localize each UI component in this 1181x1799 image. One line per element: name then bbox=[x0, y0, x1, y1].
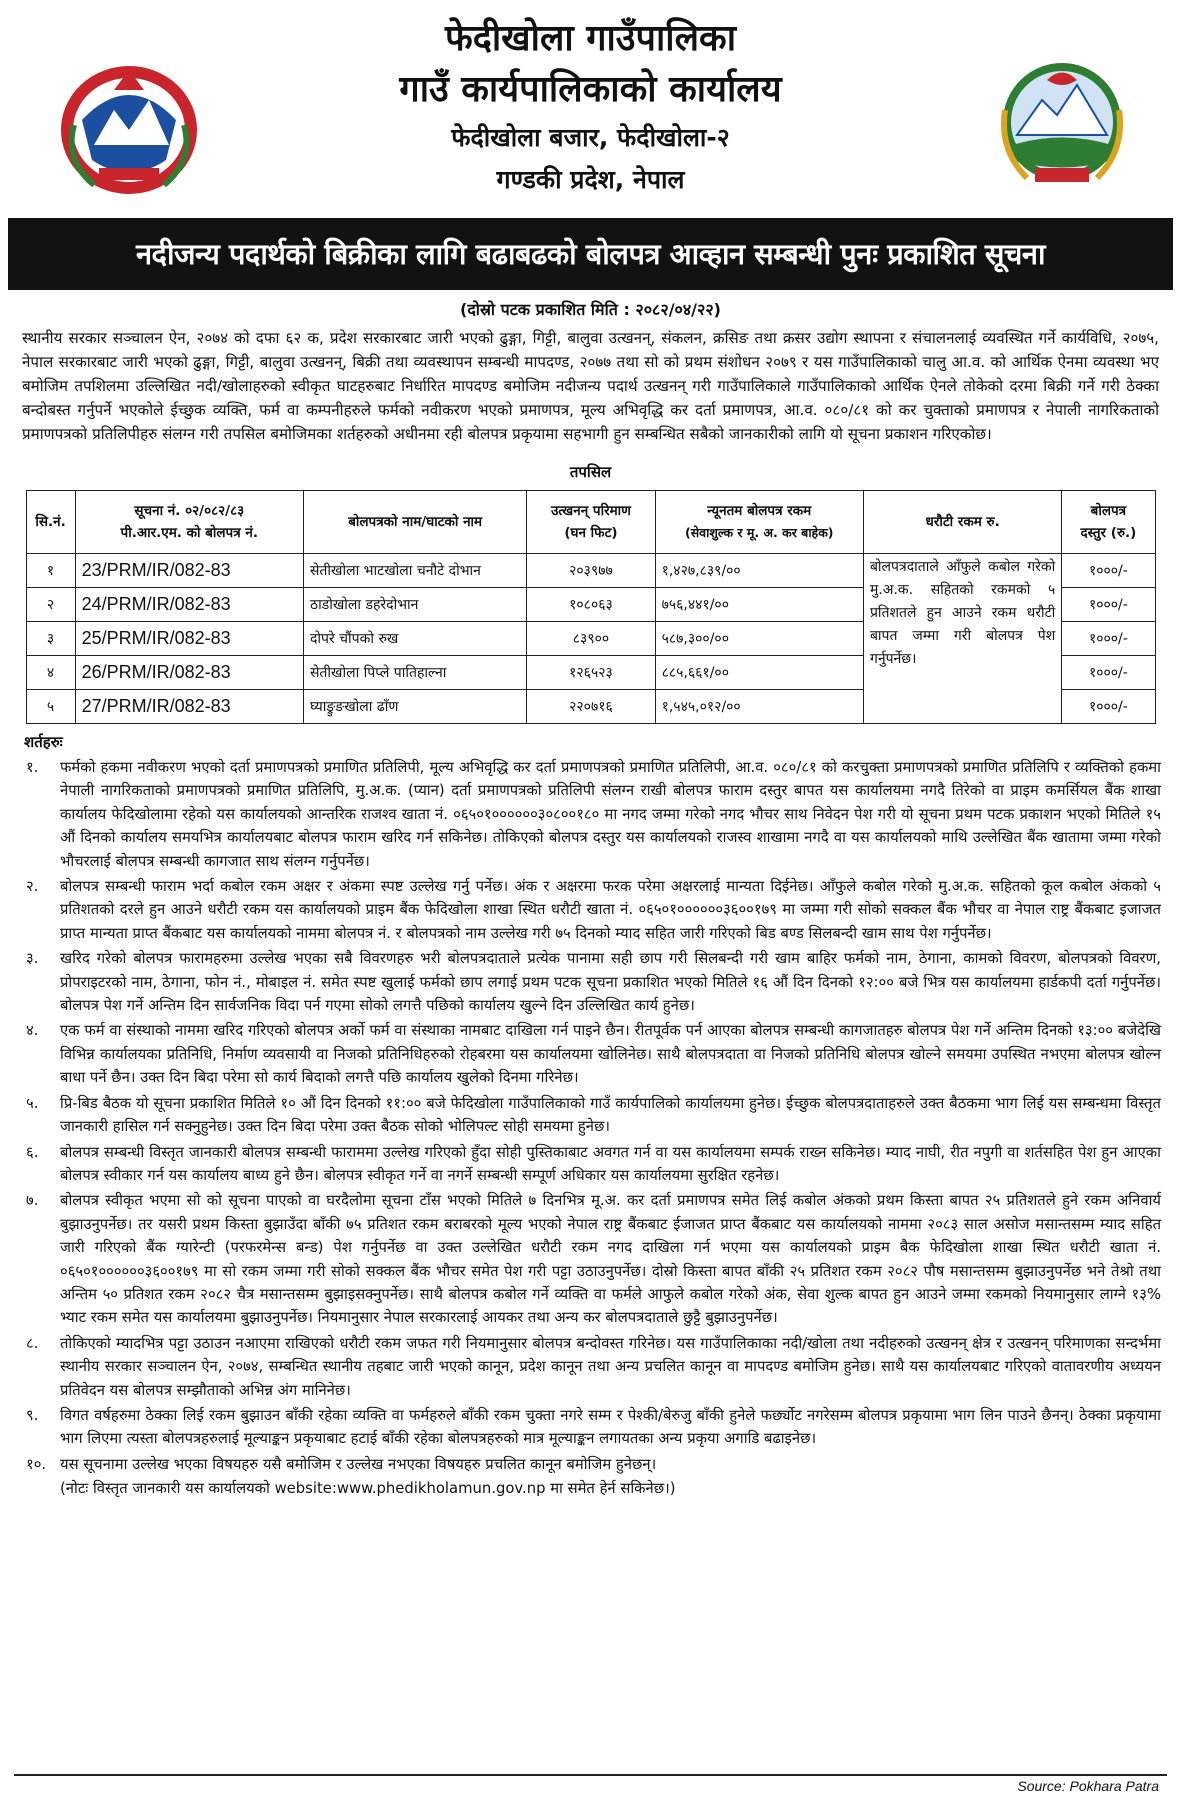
condition-text: यस सूचनामा उल्लेख भएका विषयहरु यसै बमोजिम र उल्लेख नभएका विषयहरु प्रचलित कानून बमोजिम हुनेछन्। bbox=[60, 1455, 657, 1473]
col-fee-line1: बोलपत्र bbox=[1090, 503, 1127, 519]
cell-name: सेतीखोला भाटखोला चनौटे दोभान bbox=[303, 554, 526, 588]
office-heading bbox=[244, 14, 937, 200]
cell-name: सेतीखोला पिप्ले पातिहाल्ना bbox=[303, 656, 526, 690]
col-qty-line1: उत्खनन् परिमाण bbox=[551, 503, 631, 519]
col-ref-line1: सूचना नं. ०२/०८२/८३ bbox=[134, 503, 245, 519]
condition-item bbox=[14, 1404, 1167, 1451]
cell-min: १,५४५,०१२/०० bbox=[655, 690, 863, 724]
nepal-emblem-icon bbox=[54, 50, 204, 200]
condition-number: ६. bbox=[26, 1143, 39, 1161]
condition-item bbox=[14, 1019, 1167, 1089]
condition-number: १. bbox=[26, 759, 39, 776]
notice-title: नदीजन्य पदार्थको बिक्रीका लागि बढाबढको बोलपत्र आव्हान सम्बन्धी पुनः प्रकाशित सूचना bbox=[8, 218, 1173, 290]
condition-text: फर्मको हकमा नवीकरण भएको दर्ता प्रमाणपत्रको प्रमाणित प्रतिलिपी, मूल्य अभिवृद्धि कर दर्ता प्रमाणपत्रको प्रमाणित प्रतिलिपी, आ.व. ०८०/८१ को करचुक्ता प्रमाणपत्रको प्रमाणित प्रतिलिपि र व्यक्तिको हकमा नेपाली नागरिकताको प्रमाणपत्रको प्रमाणित प्रतिलिपि, मु.अ.क. (प्यान) दर्ता प्रमाणपत्रको प्रतिलिपी संलग्न राखी बोलपत्र फाराम दस्तुर बापत यस कार्यालयमा नगदै तिरेको वा प्राइम कमर्सियल बैंक शाखा कार्यालय फेदिखोलामा रहेको यस कार्यालयको आन्तरिक राजश्व खाता नं. ०६५०१००००००३०८००१८० मा नगद जम्मा गरेको नगद भौचर साथ निवेदन पेश गरी यो सूचना प्रथम पटक प्रकाशन भएको मितिले १५ औं दिनको कार्यालय समयभित्र कार्यालयबाट बोलपत्र फाराम खरिद गर्न सकिनेछ। तोकिएको बोलपत्र दस्तुर यस कार्यालयको राजस्व शाखामा नगदै वा यस कार्यालयको माथि उल्लेखित बैंक खातामा जम्मा गरेको भौचरलाई बोलपत्र सम्बन्धी कागजात साथ संलग्न गर्नुपर्नेछ। bbox=[60, 759, 1161, 870]
condition-number: ९. bbox=[26, 1406, 39, 1424]
condition-text: बोलपत्र सम्बन्धी फाराम भर्दा कबोल रकम अक्षर र अंकमा स्पष्ट उल्लेख गर्नु पर्नेछ। अंक र अक्षरमा फरक परेमा अक्षरलाई मान्यता दिईनेछ। आँफुले कबोल गरेको मु.अ.क. सहितको कूल कबोल अंकको ५ प्रतिशतको दरले हुन आउने धरौटी रकम यस कार्यालयको प्राइम बैंक फेदिखोला शाखा स्थित धरौटी खाता नं. ०६५०१००००००३६००१७९ मा जम्मा गरी सोको सक्कल बैंक भौचर वा नेपाल राष्ट्र बैंकबाट इजाजत प्राप्त मान्यता प्राप्त बैंकबाट यस कार्यालयको नाममा बोलपत्र नं. र बोलपत्रको नाम उल्लेख गरी ७५ दिनको म्याद सहित जारी गरिएको बिड बण्ड सिलबन्दी खाम साथ पेश गर्नुपर्नेछ। bbox=[60, 878, 1161, 942]
col-sn: सि.नं. bbox=[26, 491, 75, 554]
cell-fee: १०००/- bbox=[1062, 588, 1155, 622]
col-fee bbox=[1062, 491, 1155, 554]
conditions-list bbox=[14, 756, 1167, 1476]
cell-ref: 27/PRM/IR/082-83 bbox=[75, 690, 303, 724]
condition-number: ३. bbox=[26, 950, 39, 968]
condition-text: बोलपत्र स्वीकृत भएमा सो को सूचना पाएको वा घरदैलोमा सूचना टाँस भएको मितिले ७ दिनभित्र मू.अ. कर दर्ता प्रमाणपत्र समेत लिई कबोल अंकको प्रथम किस्ता बापत २५ प्रतिशतले हुने रकम अनिवार्य बुझाउनुपर्नेछ। तर यसरी प्रथम किस्ता बुझाउँदा बाँकी ७५ प्रतिशत रकम बराबरको मूल्य भएको नेपाल राष्ट्र बैंकबाट ईजाजत प्राप्त बैंकबाट यस कार्यालयको नाममा २०८३ साल असोज मसान्तसम्म म्याद सहित जारी गरिएको बैंक ग्यारेन्टी (परफरमेन्स बन्ड) पेश गर्नुपर्नेछ वा उक्त उल्लेखित धरौटी रकम नगद दाखिला गर्न भएमा यस कार्यालयको प्राइम बैक फेदिखोला शाखा स्थित धरौटी खाता नं. ०६५०१००००००३६००१७९ मा सो रकम जम्मा गरी सोको सक्कल बैंक भौचर समेत पेश गरी पट्टा उठाउनुपर्नेछ। दोस्रो किस्ता बापत बाँकी २५ प्रतिशत रकम २०८२ पौष मसान्तसम्म बुझाउनुपर्नेछ भने तेश्रो तथा अन्तिम ५० प्रतिशत रकम २०८२ चैत्र मसान्तसम्म बुझाइसक्नुपर्नेछ। साथै बोलपत्र कबोल गर्ने व्यक्ति वा फर्मले आफुले कबोल गरेको अंक, सेवा शुल्क बापत हुन आउने जम्मा रकमको नियमानुसार लाग्ने १३% भ्याट रकम समेत यस कार्यालयमा बुझाउनुपर्नेछ। नियमानुसार नेपाल सरकारलाई आयकर तथा अन्य कर बोलपत्रदाताले छुट्टै बुझाउनुपर्नेछ। bbox=[60, 1192, 1161, 1327]
condition-text: तोकिएको म्यादभित्र पट्टा उठाउन नआएमा राखिएको धरौटी रकम जफत गरी नियमानुसार बोलपत्र बन्दोवस्त गरिनेछ। यस गाउँपालिकाका नदी/खोला तथा नदीहरुको उत्खनन् क्षेत्र र उत्खनन् परिमाणका सन्दर्भमा स्थानीय सरकार सञ्चालन ऐन, २०७४, सम्बन्धित स्थानीय तहबाट जारी भएको कानून, प्रदेश कानून तथा अन्य प्रचलित कानून वा मापदण्ड बमोजिम हुनेछ। साथै यस कार्यालयबाट गरिएको वातावरणीय अध्ययन प्रतिवेदन यस बोलपत्र सम्झौताको अभिन्न अंग मानिनेछ। bbox=[60, 1334, 1161, 1399]
cell-fee: १०००/- bbox=[1062, 554, 1155, 588]
condition-number: २. bbox=[26, 878, 39, 896]
cell-sn: ३ bbox=[26, 622, 75, 656]
condition-text: विगत वर्षहरुमा ठेक्का लिई रकम बुझाउन बाँकी रहेका व्यक्ति वा फर्महरुले बाँकी रकम चुक्ता नगरे सम्म र पेश्की/बेरुजु बाँकी हुनेले फर्छ्योट नगरेसम्म बोलपत्र प्रकृयामा भाग लिन पाउने छैनन्। ठेक्का प्रकृयामा भाग लिएमा त्यस्ता बोलपत्रहरुलाई मूल्याङ्कन प्रकृयाबाट हटाई बाँकी रहेका बोलपत्रहरुको मात्र मूल्याङ्कन लगायतका अन्य प्रकृया अगाडि बढाइनेछ। bbox=[60, 1406, 1161, 1448]
condition-text: प्रि-बिड बैठक यो सूचना प्रकाशित मितिले १० औं दिन दिनको ११:०० बजे फेदिखोला गाउँपालिकाको गाउँ कार्यपालिको कार्यालयमा हुनेछ। ईच्छुक बोलपत्रदाताहरुले उक्त बैठकमा भाग लिई यस सम्बन्धमा विस्तृत जानकारी हासिल गर्न सक्नुहुनेछ। उक्त दिन बिदा परेमा उक्त बैठक सोको भोलिपल्ट सोही समयमा हुनेछ। bbox=[60, 1094, 1161, 1136]
municipality-name: फेदीखोला गाउँपालिका bbox=[444, 18, 737, 59]
cell-name: दोपरे चौंपको रुख bbox=[303, 622, 526, 656]
condition-item bbox=[14, 1092, 1167, 1139]
cell-min: १,४२७,८३९/०० bbox=[655, 554, 863, 588]
website-note: (नोटः विस्तृत जानकारी यस कार्यालयको website:www.phedikholamun.gov.np मा समेत हेर्न सकिनेछ।) bbox=[60, 1480, 676, 1498]
condition-item bbox=[14, 1453, 1167, 1476]
province-country: गण्डकी प्रदेश, नेपाल bbox=[496, 165, 685, 194]
condition-number: ५. bbox=[26, 1094, 39, 1112]
col-min bbox=[655, 491, 863, 554]
cell-min: ७५६,४४१/०० bbox=[655, 588, 863, 622]
col-qty-line2: (घन फिट) bbox=[564, 525, 618, 541]
condition-item bbox=[14, 947, 1167, 1017]
cell-qty: २२०७१६ bbox=[527, 690, 655, 724]
table-header-row bbox=[26, 491, 1155, 554]
condition-number: ४. bbox=[26, 1022, 39, 1040]
cell-sn: १ bbox=[26, 554, 75, 588]
cell-qty: १०८०६३ bbox=[527, 588, 655, 622]
cell-ref: 26/PRM/IR/082-83 bbox=[75, 656, 303, 690]
cell-min: ८८५,६६१/०० bbox=[655, 656, 863, 690]
col-fee-line2: दस्तुर (रु.) bbox=[1080, 525, 1137, 541]
cell-ref: 24/PRM/IR/082-83 bbox=[75, 588, 303, 622]
col-name: बोलपत्रको नाम/घाटको नाम bbox=[303, 491, 526, 554]
cell-qty: १२६५२३ bbox=[527, 656, 655, 690]
cell-ref: 23/PRM/IR/082-83 bbox=[75, 554, 303, 588]
condition-number: १०. bbox=[26, 1455, 47, 1473]
cell-name: घ्याङ्रुङखोला ढाँण bbox=[303, 690, 526, 724]
cell-name: ठाडोखोला डहरेदोभान bbox=[303, 588, 526, 622]
col-min-line2: (सेवाशुल्क र मू. अ. कर बाहेक) bbox=[684, 525, 834, 540]
footer-divider bbox=[14, 1774, 1167, 1776]
cell-sn: ५ bbox=[26, 690, 75, 724]
office-address: फेदीखोला बजार, फेदीखोला-२ bbox=[451, 123, 730, 152]
details-table bbox=[26, 490, 1156, 724]
cell-sn: ४ bbox=[26, 656, 75, 690]
cell-min: ५८७,३००/०० bbox=[655, 622, 863, 656]
condition-item bbox=[14, 1332, 1167, 1402]
conditions-heading: शर्तहरुः bbox=[24, 733, 63, 751]
cell-fee: १०००/- bbox=[1062, 622, 1155, 656]
condition-item bbox=[14, 1189, 1167, 1329]
condition-number: ७. bbox=[26, 1192, 39, 1210]
cell-sn: २ bbox=[26, 588, 75, 622]
header bbox=[14, 0, 1167, 218]
col-ref-line2: पी.आर.एम. को बोलपत्र नं. bbox=[120, 525, 259, 541]
col-qty bbox=[527, 491, 655, 554]
cell-fee: १०००/- bbox=[1062, 656, 1155, 690]
col-min-line1: न्यूनतम बोलपत्र रकम bbox=[707, 503, 812, 519]
condition-item bbox=[14, 756, 1167, 873]
source-credit: Source: Pokhara Patra bbox=[1017, 1778, 1159, 1794]
publish-date: (दोस्रो पटक प्रकाशित मिति : २०८२/०४/२२) bbox=[460, 300, 721, 319]
intro-paragraph: स्थानीय सरकार सञ्चालन ऐन, २०७४ को दफा ६२ क, प्रदेश सरकारबाट जारी भएको ढुङ्गा, गिट्टी, बालुवा उत्खनन्, संकलन, क्रसिङ तथा क्रसर उद्योग स्थापना र संचालनलाई व्यवस्थित गर्ने कार्यविधि, २०७५, नेपाल सरकारबाट जारी भएको ढुङ्गा, गिट्टी, बालुवा उत्खनन्, बिक्री तथा व्यवस्थापन सम्बन्धी मापदण्ड, २०७७ तथा सो को प्रथम संशोधन २०७९ र यस गाउँपालिकाको चालु आ.व. को आर्थिक ऐनमा व्यवस्था भए बमोजिम तपशिलमा उल्लिखित नदी/खोलाहरुको स्वीकृत घाटहरुबाट निर्धारित मापदण्ड बमोजिम नदीजन्य पदार्थ उत्खनन् गरी गाउँपालिकाले गाउँपालिकाको आर्थिक ऐनले तोकेको दरमा बिक्री गर्ने गरी ठेक्का बन्दोबस्त गर्नुपर्ने भएकोले ईच्छुक व्यक्ति, फर्म वा कम्पनीहरुले फर्मको नवीकरण भएको प्रमाणपत्र, मूल्य अभिवृद्धि कर दर्ता प्रमाणपत्र, आ.व. ०८०/८१ को कर चुक्ताको प्रमाणपत्र र नेपाली नागरिकताको प्रमाणपत्रको प्रतिलिपीहरु संलग्न गरी तपसिल बमोजिमका शर्तहरुको अधीनमा रही बोलपत्र प्रकृयामा सहभागी हुन सम्बन्धित सबैको जानकारीको लागि यो सूचना प्रकाशन गरिएकोछ। bbox=[22, 329, 1159, 443]
table-title: तपसिल bbox=[569, 463, 612, 481]
condition-text: बोलपत्र सम्बन्धी विस्तृत जानकारी बोलपत्र सम्बन्धी फाराममा उल्लेख गरिएको हुँदा सोही पुस्तिकाबाट अवगत गर्न वा यस कार्यालयमा सम्पर्क राख्न सकिनेछ। म्याद नाघी, रीत नपुगी वा शर्तसहित पेश हुन आएका बोलपत्र स्वीकार गर्न यस कार्यालय बाध्य हुने छैन। बोलपत्र स्वीकृत गर्ने वा नगर्ने सम्बन्धी सम्पूर्ण अधिकार यस कार्यालयमा सुरक्षित रहनेछ। bbox=[60, 1143, 1161, 1184]
condition-number: ८. bbox=[26, 1334, 39, 1352]
table-row bbox=[26, 554, 1155, 588]
condition-text: खरिद गरेको बोलपत्र फारामहरुमा उल्लेख भएका सबै विवरणहरु भरी बोलपत्रदाताले प्रत्येक पानामा सही छाप गरी सिलबन्दी गरी खाम बाहिर फर्मको नाम, ठेगाना, कामको विवरण, बोलपत्रको विवरण, प्रोपराइटरको नाम, ठेगाना, फोन नं., मोबाइल नं. समेत स्पष्ट खुलाई फर्मको छाप लगाई प्रथम पटक सूचना प्रकाशित भएको मितिले १६ औं दिन दिनको १२:०० बजे भित्र यस कार्यालयमा हार्डकपी दर्ता गर्नुपर्नेछ। बोलपत्र पेश गर्ने अन्तिम दिन सार्वजनिक विदा पर्न गएमा सोको लगत्तै पछिको कार्यालय खुल्ने दिन उल्लिखित कार्य हुनेछ। bbox=[60, 950, 1161, 1015]
cell-qty: २०३९७७ bbox=[527, 554, 655, 588]
cell-deposit: बोलपत्रदाताले आँफुले कबोल गरेको मु.अ.क. सहितको रकमको ५ प्रतिशतले हुन आउने रकम धरौटी बापत जम्मा गरी बोलपत्र पेश गर्नुपर्नेछ। bbox=[863, 554, 1061, 724]
municipality-logo-icon bbox=[987, 50, 1137, 200]
condition-item bbox=[14, 875, 1167, 945]
cell-ref: 25/PRM/IR/082-83 bbox=[75, 622, 303, 656]
condition-item bbox=[14, 1141, 1167, 1188]
cell-qty: ८३९०० bbox=[527, 622, 655, 656]
col-ref bbox=[75, 491, 303, 554]
condition-text: एक फर्म वा संस्थाको नाममा खरिद गरिएको बोलपत्र अर्को फर्म वा संस्थाका नामबाट दाखिला गर्न पाइने छैन। रीतपूर्वक पर्न आएका बोलपत्र सम्बन्धी कागजातहरु बोलपत्र पेश गर्ने अन्तिम दिनको १३:०० बजेदेखि विभिन्न कार्यालयका प्रतिनिधि, निर्माण व्यवसायी वा निजको प्रतिनिधिहरुको रोहबरमा यस कार्यालयमा खोलिनेछ। साथै बोलपत्रदाता वा निजको प्रतिनिधि बोलपत्र खोल्ने समयमा उपस्थित नभएमा बोलपत्र खोल्न बाधा पर्ने छैन। उक्त दिन बिदा परेमा सो कार्य बिदाको लगत्तै पछि कार्यालय खुलेको दिनमा गरिनेछ। bbox=[60, 1022, 1161, 1087]
cell-fee: १०००/- bbox=[1062, 690, 1155, 724]
office-name: गाउँ कार्यपालिकाको कार्यालय bbox=[399, 69, 782, 110]
col-deposit: धरौटी रकम रु. bbox=[863, 491, 1061, 554]
